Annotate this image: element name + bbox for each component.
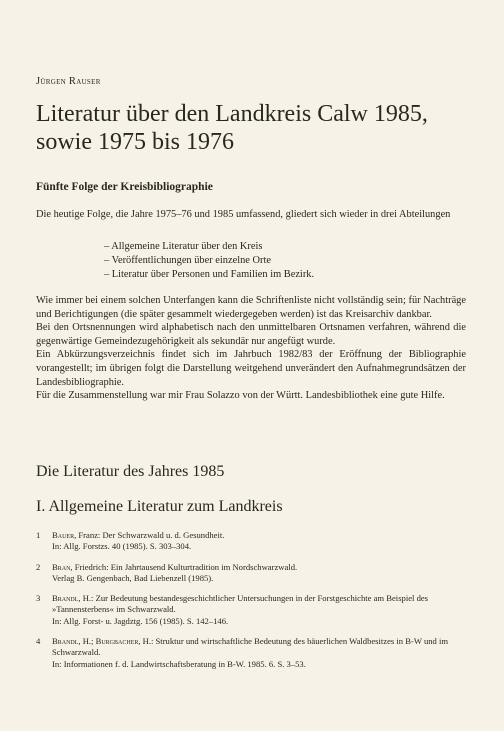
reference-source: Verlag B. Gengenbach, Bad Liebenzell (1985).: [52, 572, 214, 583]
paragraph: Ein Abkürzungsverzeichnis findet sich im Jahrbuch 1982/83 der Eröffnung der Bibliographie vorangestellt; im übrigen folgt die Darstellung weitgehend unverändert den Aufnahmegrundsätzen der Landesbibliographie.: [36, 349, 466, 388]
reference-author: Brandl,: [52, 593, 81, 604]
reference-number: 3: [36, 593, 41, 604]
heading-year: Die Literatur des Jahres 1985: [36, 463, 225, 480]
reference-text: Franz: Der Schwarzwald u. d. Gesundheit.: [76, 530, 225, 540]
list-item: – Allgemeine Literatur über den Kreis: [104, 240, 314, 254]
reference-list: [36, 530, 466, 679]
paragraph: Wie immer bei einem solchen Unterfangen kann die Schriftenliste nicht vollständig sein; für Nachträge und Berichtigungen (die später gesammelt wiedergegeben werden) ist das Kreisarchiv dankbar.: [36, 295, 466, 320]
reference-text: Friedrich: Ein Jahrtausend Kulturtradition im Nordschwarzwald.: [72, 561, 298, 572]
reference-item: [36, 562, 466, 585]
reference-text: H.: Struktur und wirtschaftliche Bedeutung des bäuerlichen Waldbesitzes in B-W und im Schwarzwald.: [52, 636, 449, 658]
reference-author: Bauer,: [52, 530, 77, 540]
title-line-2: sowie 1975 bis 1976: [36, 129, 234, 155]
title-line-1: Literatur über den Landkreis Calw 1985,: [36, 101, 428, 127]
intro-paragraph: Die heutige Folge, die Jahre 1975–76 und 1985 umfassend, gliedert sich wieder in drei Abteilungen: [36, 209, 451, 220]
heading-section: I. Allgemeine Literatur zum Landkreis: [36, 498, 283, 515]
section-list: [104, 240, 314, 282]
paragraph: Für die Zusammenstellung war mir Frau Solazzo von der Württ. Landesbibliothek eine gute Hilfe.: [36, 390, 445, 402]
reference-text: H.: Zur Bedeutung bestandesgeschichtlicher Untersuchungen in der Forstgeschichte am Beispiel des »Tannensterbens« im Schwarzwald.: [52, 593, 429, 615]
reference-author: Brandl, H.; Burgbacher,: [52, 636, 141, 647]
reference-source: In: Informationen f. d. Landwirtschaftsberatung in B-W. 1985. 6. S. 3–53.: [52, 658, 306, 669]
reference-item: [36, 530, 466, 553]
reference-source: In: Allg. Forst- u. Jagdztg. 156 (1985). S. 142–146.: [52, 615, 229, 626]
paragraph: Bei den Ortsnennungen wird alphabetisch nach den unmittelbaren Ortsnamen verfahren, während die gegenwärtige Gemeindezugehörigkeit als sekundär nur angefügt wurde.: [36, 322, 466, 347]
list-item: – Literatur über Personen und Familien im Bezirk.: [104, 268, 314, 282]
body-text: [36, 294, 466, 403]
author-name: Jürgen Rauser: [36, 76, 101, 87]
page-title: [36, 100, 476, 156]
reference-item: [36, 593, 466, 627]
subtitle: Fünfte Folge der Kreisbibliographie: [36, 181, 213, 193]
reference-author: Bran,: [52, 561, 73, 572]
reference-number: 2: [36, 561, 41, 572]
list-item: – Veröffentlichungen über einzelne Orte: [104, 254, 314, 268]
reference-number: 1: [36, 530, 41, 540]
reference-number: 4: [36, 636, 41, 647]
reference-source: In: Allg. Forstzs. 40 (1985). S. 303–304.: [52, 541, 192, 552]
reference-item: [36, 636, 466, 670]
